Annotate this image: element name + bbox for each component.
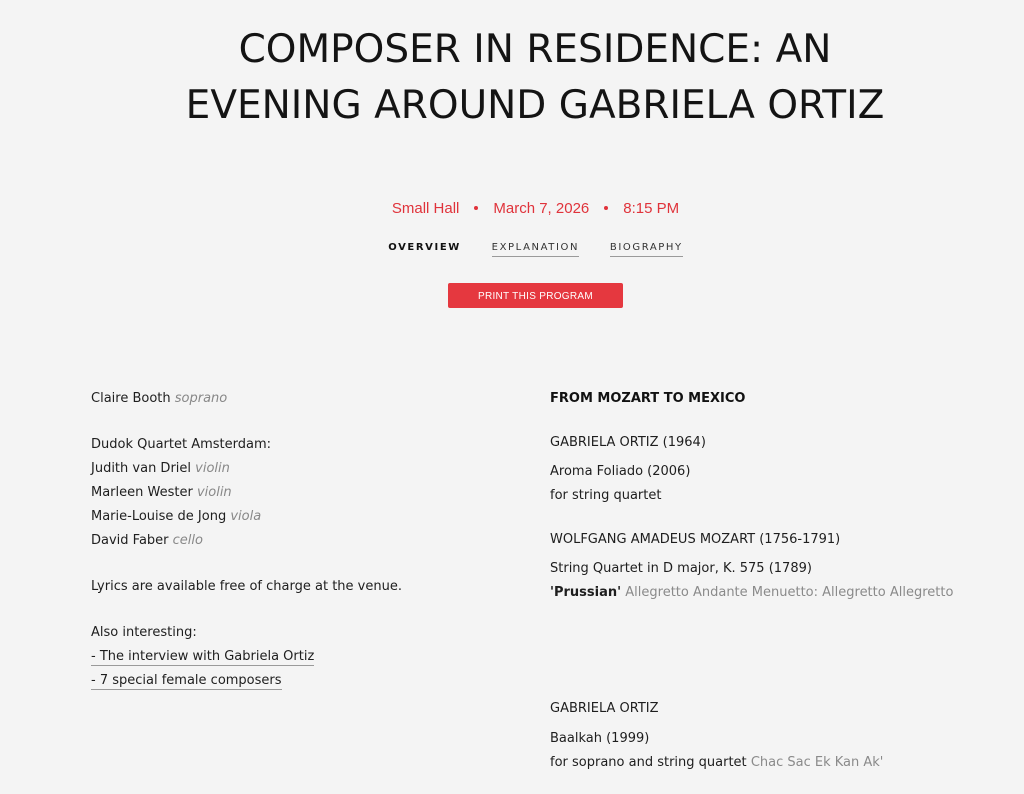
work-detail: for soprano and string quartet [550, 755, 747, 770]
soloist-line [91, 390, 227, 408]
link-line [91, 648, 314, 666]
event-venue: Small Hall [391, 200, 460, 217]
event-time: 8:15 PM [623, 200, 680, 217]
ensemble-name: Dudok Quartet Amsterdam: [91, 437, 272, 452]
lyrics-note: Lyrics are available free of charge at the venue. [91, 579, 402, 594]
work-detail: for string quartet [550, 488, 662, 503]
separator-dot-icon [604, 206, 608, 210]
performer-name: Claire Booth [91, 391, 171, 406]
member-line [91, 508, 261, 526]
work-title: Baalkah (1999) [550, 731, 650, 746]
print-program-button[interactable]: PRINT THIS PROGRAM [448, 283, 623, 308]
performer-role: viola [230, 509, 262, 524]
event-date: March 7, 2026 [493, 200, 590, 217]
separator-dot-icon [474, 206, 478, 210]
performer-name: Marie-Louise de Jong [91, 509, 227, 524]
composer-name: GABRIELA ORTIZ [550, 701, 659, 716]
performer-name: Judith van Driel [91, 461, 192, 476]
performer-name: Marleen Wester [91, 485, 193, 500]
performer-role: cello [172, 533, 203, 548]
work-title: Aroma Foliado (2006) [550, 464, 691, 479]
performer-name: David Faber [91, 533, 169, 548]
also-interesting-label: Also interesting: [91, 625, 197, 640]
work-title: String Quartet in D major, K. 575 (1789) [550, 561, 812, 576]
page-title: COMPOSER IN RESIDENCE: AN EVENING AROUND GABRIELA ORTIZ [185, 27, 885, 128]
female-composers-link[interactable]: - 7 special female composers [91, 673, 282, 688]
performer-role: violin [196, 485, 232, 500]
member-line [91, 532, 203, 550]
event-meta [0, 200, 1024, 217]
member-line [91, 484, 232, 502]
work-detail-line [550, 754, 883, 772]
work-movements: Allegretto Andante Menuetto: Allegretto Allegretto [625, 585, 954, 600]
link-line [91, 672, 282, 690]
composer-name: WOLFGANG AMADEUS MOZART (1756-1791) [550, 532, 841, 547]
performer-role: violin [195, 461, 230, 476]
program-heading: FROM MOZART TO MEXICO [550, 391, 746, 406]
tab-overview[interactable]: OVERVIEW [388, 242, 461, 253]
work-movements-line [550, 584, 953, 602]
member-line [91, 460, 230, 478]
tab-explanation[interactable]: EXPLANATION [492, 242, 579, 257]
work-nickname: 'Prussian' [550, 585, 622, 600]
work-movements: Chac Sac Ek Kan Ak' [750, 755, 884, 770]
interview-link[interactable]: - The interview with Gabriela Ortiz [91, 649, 315, 664]
composer-name: GABRIELA ORTIZ (1964) [550, 435, 706, 450]
performer-role: soprano [174, 391, 228, 406]
tab-biography[interactable]: BIOGRAPHY [610, 242, 683, 257]
tab-bar [0, 242, 1024, 257]
